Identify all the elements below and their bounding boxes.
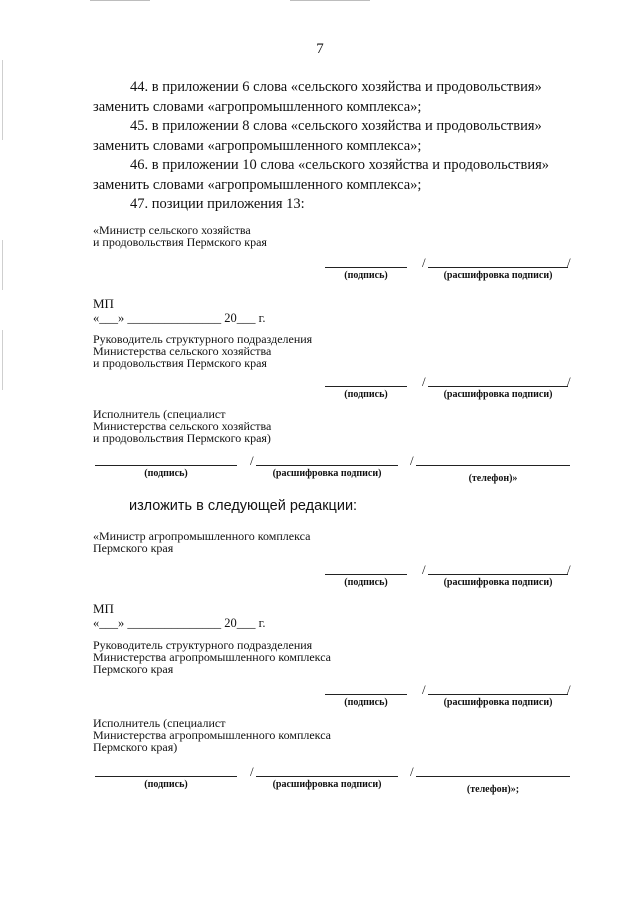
decoding-caption: (расшифровка подписи)	[443, 389, 553, 400]
scan-edge-mark	[2, 330, 3, 390]
scan-edge-mark	[2, 60, 3, 140]
slash: /	[567, 255, 571, 270]
slash: /	[422, 562, 426, 577]
new-head-title: Руководитель структурного подразделения Министерства агропромышленного комплекса Пермского края	[93, 638, 332, 676]
signature-line	[95, 465, 237, 466]
new-executor-title: Исполнитель (специалист Министерства агропромышленного комплекса Пермского края)	[93, 716, 332, 754]
signature-caption: (подпись)	[344, 270, 388, 281]
paragraph-44: 44. в приложении 6 слова «сельского хозяйства и продовольствия» заменить словами «агропромышленного комплекса»;	[93, 79, 542, 115]
signature-caption: (подпись)	[344, 577, 388, 588]
old-minister-title: «Министр сельского хозяйства и продовольствия Пермского края	[93, 223, 267, 249]
date-line: «___» _______________ 20___ г.	[93, 616, 266, 630]
mp-label: МП	[93, 601, 114, 616]
decoding-line	[428, 386, 568, 387]
phone-line	[416, 465, 570, 466]
paragraph-47: 47. позиции приложения 13:	[130, 196, 305, 212]
paragraph-45: 45. в приложении 8 слова «сельского хозяйства и продовольствия» заменить словами «агропромышленного комплекса»;	[93, 118, 542, 154]
signature-caption: (подпись)	[144, 779, 188, 790]
decoding-caption: (расшифровка подписи)	[443, 270, 553, 281]
signature-caption: (подпись)	[344, 389, 388, 400]
slash: /	[422, 682, 426, 697]
phone-line	[416, 776, 570, 777]
slash: /	[567, 562, 571, 577]
decoding-caption: (расшифровка подписи)	[272, 468, 382, 479]
decoding-line	[256, 776, 398, 777]
signature-caption: (подпись)	[144, 468, 188, 479]
decoding-line	[428, 694, 568, 695]
signature-caption: (подпись)	[344, 697, 388, 708]
slash: /	[422, 255, 426, 270]
new-minister-title: «Министр агропромышленного комплекса Пермского края	[93, 529, 311, 555]
decoding-caption: (расшифровка подписи)	[272, 779, 382, 790]
slash: /	[250, 764, 254, 779]
top-scan-mark	[90, 0, 150, 1]
paragraph-46: 46. в приложении 10 слова «сельского хозяйства и продовольствия» заменить словами «агропромышленного комплекса»;	[93, 157, 550, 193]
phone-caption: (телефон)»;	[466, 784, 520, 795]
decoding-caption: (расшифровка подписи)	[443, 697, 553, 708]
decoding-line	[428, 267, 568, 268]
signature-line	[95, 776, 237, 777]
section-heading: изложить в следующей редакции:	[129, 498, 358, 514]
date-line: «___» _______________ 20___ г.	[93, 311, 266, 325]
slash: /	[567, 682, 571, 697]
mp-label: МП	[93, 296, 114, 311]
slash: /	[422, 374, 426, 389]
slash: /	[410, 453, 414, 468]
signature-line	[325, 267, 407, 268]
decoding-caption: (расшифровка подписи)	[443, 577, 553, 588]
signature-line	[325, 574, 407, 575]
signature-line	[325, 386, 407, 387]
old-executor-title: Исполнитель (специалист Министерства сельского хозяйства и продовольствия Пермского края)	[93, 407, 272, 445]
decoding-line	[428, 574, 568, 575]
phone-caption: (телефон)»	[468, 473, 518, 484]
slash: /	[410, 764, 414, 779]
slash: /	[250, 453, 254, 468]
slash: /	[567, 374, 571, 389]
decoding-line	[256, 465, 398, 466]
page-number: 7	[316, 41, 324, 57]
signature-line	[325, 694, 407, 695]
scan-edge-mark	[2, 240, 3, 290]
top-scan-mark	[290, 0, 370, 1]
old-head-title: Руководитель структурного подразделения Министерства сельского хозяйства и продовольствия Пермского края	[93, 332, 313, 370]
